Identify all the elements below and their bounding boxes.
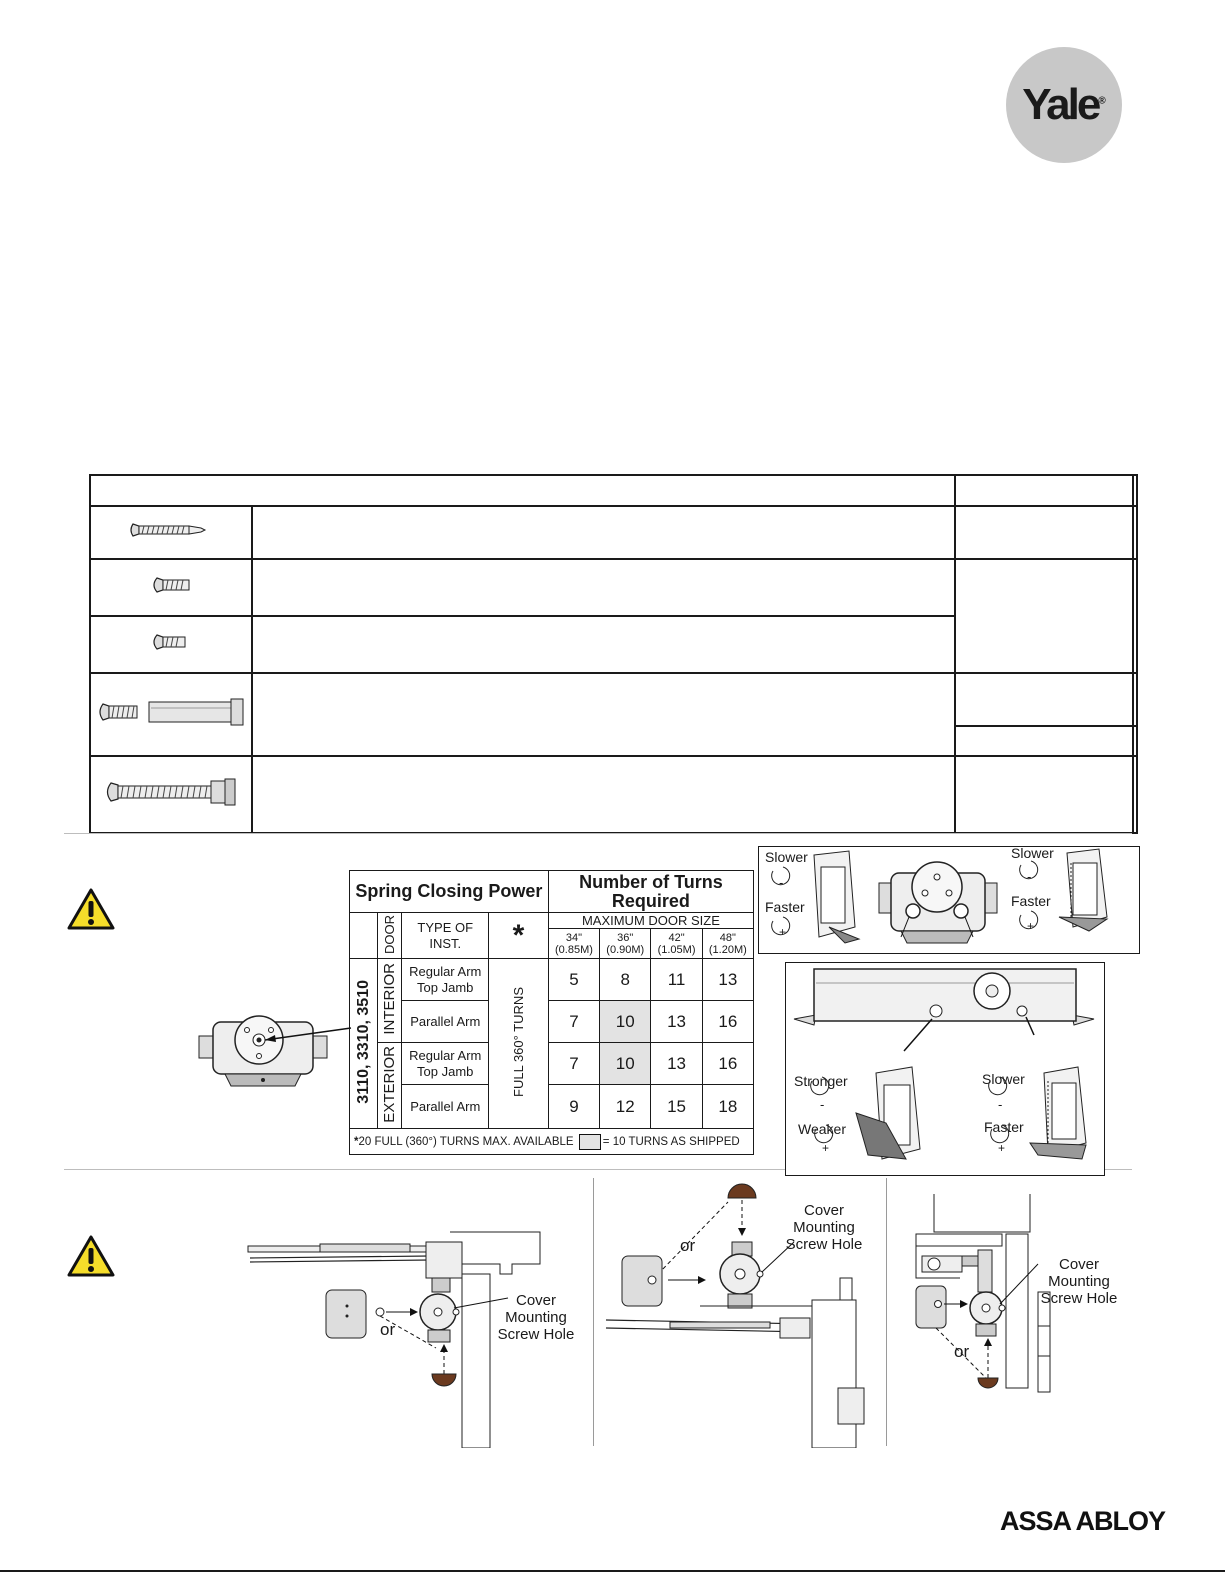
installation-type: Top Jamb <box>417 1063 474 1079</box>
model-numbers: 3110, 3310, 3510 <box>354 980 372 1104</box>
turns-value: 15 <box>651 1085 702 1129</box>
closer-body-illustration <box>195 1000 355 1092</box>
hardware-image-cell <box>90 506 252 559</box>
footer-rule <box>0 1570 1225 1572</box>
plus-sign: + <box>1027 919 1035 933</box>
installation-type: Top Jamb <box>417 979 474 995</box>
turns-value-shipped: 10 <box>600 1001 651 1043</box>
installation-type: Regular Arm <box>409 963 482 979</box>
spring-table-title: Spring Closing Power <box>350 871 549 913</box>
faster-label: Faster <box>984 1119 1024 1135</box>
speed-adjust-illustration <box>759 847 1139 953</box>
turns-value: 7 <box>548 1043 599 1085</box>
size-metric: (0.85M) <box>555 943 593 956</box>
or-label: or <box>380 1320 396 1339</box>
self-drilling-screw-icon <box>91 507 251 553</box>
sex-bolt-icon <box>91 674 251 750</box>
installation-type: Parallel Arm <box>402 1085 489 1129</box>
warning-icon <box>66 887 116 931</box>
hardware-table <box>89 474 1138 834</box>
power-adjust-illustration <box>786 963 1104 1175</box>
max-door-size-header: MAXIMUM DOOR SIZE <box>548 913 753 929</box>
cover-diagram-top-jamb <box>900 1186 1126 1448</box>
cover-diagram-illustration <box>900 1186 1126 1448</box>
cover-diagram-regular-arm <box>240 1228 580 1448</box>
installation-type: Regular Arm <box>409 1047 482 1063</box>
plus-sign: + <box>822 1141 830 1155</box>
short-machine-screw-icon <box>91 617 251 667</box>
size-inch: 34" <box>565 931 583 944</box>
slower-label: Slower <box>1011 845 1054 861</box>
size-metric: (0.90M) <box>606 943 645 956</box>
yale-logo <box>1006 47 1122 163</box>
faster-label: Faster <box>765 899 805 915</box>
size-inch: 42" <box>668 931 685 944</box>
faster-label: Faster <box>1011 893 1051 909</box>
assa-abloy-logo: ASSA ABLOY <box>1000 1506 1166 1536</box>
warning-icon <box>66 1234 116 1278</box>
full-turns-label: FULL 360° TURNS <box>511 987 526 1097</box>
turns-value-shipped: 10 <box>600 1043 651 1085</box>
asterisk-header: * <box>489 913 549 959</box>
plus-sign: + <box>998 1141 1006 1155</box>
slower-label: Slower <box>982 1071 1025 1087</box>
type-column-header: TYPE OF INST. <box>417 919 474 951</box>
stronger-label: Stronger <box>794 1073 848 1089</box>
size-inch: 36" <box>617 931 634 944</box>
power-adjust-panel <box>785 962 1105 1176</box>
turns-value: 5 <box>548 959 599 1001</box>
exterior-label: EXTERIOR <box>381 1045 399 1123</box>
turns-value: 13 <box>702 959 753 1001</box>
plus-sign: + <box>779 925 787 939</box>
door-column-header: DOOR <box>382 914 398 954</box>
or-label: or <box>954 1342 970 1361</box>
turns-value: 13 <box>651 1043 702 1085</box>
weaker-label: Weaker <box>798 1121 846 1137</box>
size-metric: (1.20M) <box>708 943 747 956</box>
turns-value: 7 <box>548 1001 599 1043</box>
yale-logo-text: Yale® <box>1022 80 1106 129</box>
turns-value: 13 <box>651 1001 702 1043</box>
turns-value: 16 <box>702 1001 753 1043</box>
shipped-swatch <box>579 1134 601 1150</box>
size-inch: 48" <box>719 931 736 944</box>
cover-diagram-parallel-arm <box>600 1182 880 1448</box>
cover-screw-hole-label: Cover Mounting Screw Hole <box>785 1202 863 1253</box>
size-metric: (1.05M) <box>657 943 696 956</box>
turns-value: 18 <box>702 1085 753 1129</box>
minus-sign: - <box>820 1097 825 1112</box>
minus-sign: - <box>998 1097 1003 1112</box>
turns-value: 16 <box>702 1043 753 1085</box>
slower-label: Slower <box>765 849 808 865</box>
machine-screw-icon <box>91 560 251 610</box>
cover-screw-hole-label: Cover Mounting Screw Hole <box>497 1292 575 1343</box>
section-divider <box>64 833 1132 834</box>
turns-value: 12 <box>600 1085 651 1129</box>
turns-value: 8 <box>600 959 651 1001</box>
turns-required-title: Number of Turns Required <box>548 871 753 913</box>
turns-value: 11 <box>651 959 702 1001</box>
column-divider <box>886 1178 887 1446</box>
speed-adjust-panel <box>758 846 1140 954</box>
minus-sign: - <box>779 875 784 890</box>
spring-power-table <box>349 870 754 1155</box>
or-label: or <box>680 1236 696 1255</box>
minus-sign: - <box>1027 869 1032 884</box>
interior-label: INTERIOR <box>381 963 399 1035</box>
turns-value: 9 <box>548 1085 599 1129</box>
column-divider <box>593 1178 594 1446</box>
long-bolt-icon <box>91 757 251 827</box>
spring-table-footnote: *20 FULL (360°) TURNS MAX. AVAILABLE = 10 TURNS AS SHIPPED <box>350 1129 754 1155</box>
installation-type: Parallel Arm <box>402 1001 489 1043</box>
cover-screw-hole-label: Cover Mounting Screw Hole <box>1040 1256 1118 1307</box>
